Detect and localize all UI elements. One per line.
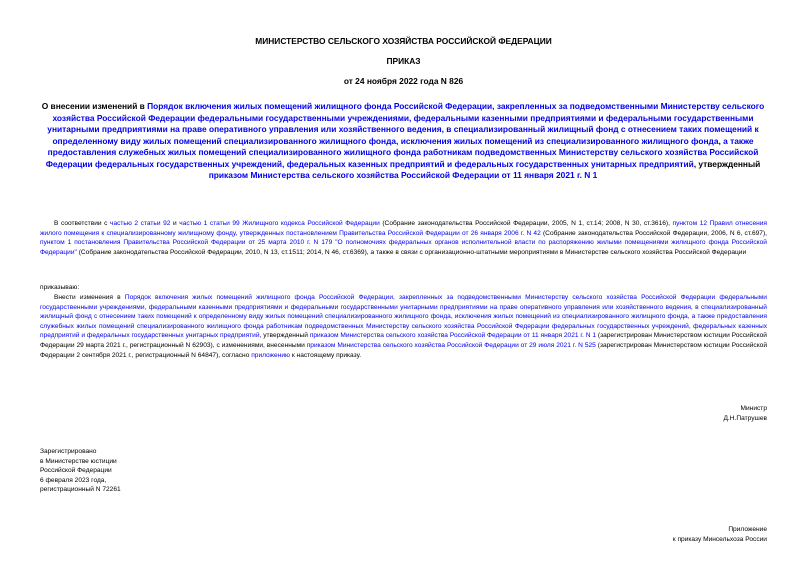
registration-line: 6 февраля 2023 года, [40,476,107,484]
registration-line: Российской Федерации [40,467,112,475]
preamble-text: (Собрание законодательства Российской Федерации, 2005, N 1, ст.14; 2008, N 30, ст.3616), [379,220,673,227]
title-link-procedure[interactable]: Порядок включения жилых помещений жилищного фонда Российской Федерации, закрепленных за подведомственными Министерству сельского хозяйства Российской Федерации федеральными государственными учреждениями, федеральными казенными предприятиями и федеральными государственными унитарными предприятиями на праве оперативного управления или хозяйственного ведения, в специализированный жилищный фонд с отнесением таких помещений к определенному виду жилых помещений специализированного жилищного фонда, исключения жилых помещений из специализированного жилищного фонда, а также предоставления служебных жилых помещений специализированного жилищного фонда работникам подведомственных Министерству сельского хозяйства Российской Федерации федеральных государственных учреждений, федеральных казенных предприятий и федеральных государственных унитарных предприятий [45,101,765,169]
body-link-procedure[interactable]: Порядок включения жилых помещений жилищного фонда Российской Федерации, закрепленных за подведомственными Министерству сельского хозяйства Российской Федерации федеральными государственными учреждениями, федеральными казенными предприятиями и федеральными государственными унитарными предприятиями на праве оперативного управления или хозяйственного ведения, в специализированный жилищный фонд с отнесением таких помещений к определенному виду жилых помещений специализированного жилищного фонда, исключения жилых помещений из специализированного жилищного фонда, а также предоставления служебных жилых помещений специализированного жилищного фонда работникам подведомственных Министерству сельского хозяйства Российской Федерации федеральных государственных учреждений, федеральных казенных предприятий и федеральных государственных унитарных предприятий [40,294,767,340]
preamble-text: и [170,220,180,227]
preamble-text: В соответствии с [54,220,111,227]
body-text: (зарегистрирован Министерством юстиции Российской Федерации 29 марта 2021 г., регистрационный N 62903), с изменениями, внесенными [40,332,767,349]
preamble-paragraph [40,219,767,257]
document-type: ПРИКАЗ [386,56,421,66]
body-link-order-n1[interactable]: приказом Министерства сельского хозяйства Российской Федерации от 11 января 2021 г. N 1 [309,332,597,340]
title-mid: , утвержденный [693,158,761,169]
document-date-number: от 24 ноября 2022 года N 826 [343,76,464,86]
preamble-link-housing-code[interactable]: частью 1 статьи 99 Жилищного кодекса Российской Федерации [179,220,380,227]
body-text: Внести изменения в [54,294,125,301]
registration-line: в Министерстве юстиции [40,457,117,465]
document-title [30,101,776,182]
registration-line: Зарегистрировано [40,448,97,455]
preamble-text: (Собрание законодательства Российской Федерации, 2010, N 13, ст.1511; 2014, N 46, ст.6369), а также в связи с организационно-штатными мероприятиями в Министерстве сельского хозяйства Российской Федерации [76,248,747,256]
preamble-link-resolution[interactable]: пунктом 1 постановления Правительства Российской Федерации от 25 марта 2010 г. N 179 "О полномочиях федеральных органов исполнительной власти по распоряжению жилыми помещениями жилищного фонда Российской Федерации" [40,239,767,256]
order-body-paragraph [40,293,767,360]
signature-position: Министр [740,405,767,412]
body-link-appendix[interactable]: приложению [251,351,290,359]
ministry-heading: МИНИСТЕРСТВО СЕЛЬСКОГО ХОЗЯЙСТВА РОССИЙСКОЙ ФЕДЕРАЦИИ [255,36,552,46]
order-word: приказываю: [40,284,80,291]
body-text: к настоящему приказу. [290,351,362,359]
appendix-reference: к приказу Минсельхоза России [672,535,767,543]
preamble-link-rules[interactable]: пунктом 12 Правил отнесения жилого помещения к специализированному жилищному фонду, утвержденных постановлением Правительства Российской Федерации от 26 января 2006 г. N 42 [40,220,768,237]
appendix-block [673,525,767,544]
body-link-order-n525[interactable]: приказом Министерства сельского хозяйства Российской Федерации от 29 июля 2021 г. N 525 [306,341,596,349]
title-prefix: О внесении изменений в [41,101,148,111]
preamble-text: (Собрание законодательства Российской Федерации, 2006, N 6, ст.697), [540,229,768,237]
registration-line: регистрационный N 72261 [40,486,121,494]
registration-block [40,447,121,495]
signature-name: Д.Н.Патрушев [723,414,767,422]
signature-block [723,404,767,423]
appendix-label: Приложение [728,526,767,533]
body-text: (зарегистрирован Министерством юстиции Российской Федерации 2 сентября 2021 г., регистрационный N 64847), согласно [40,341,767,359]
title-link-order[interactable]: приказом Министерства сельского хозяйства Российской Федерации от 11 января 2021 г. N 1 [208,170,598,181]
preamble-link-art92[interactable]: частью 2 статьи 92 [110,220,171,227]
body-text: , утвержденный [259,332,310,340]
